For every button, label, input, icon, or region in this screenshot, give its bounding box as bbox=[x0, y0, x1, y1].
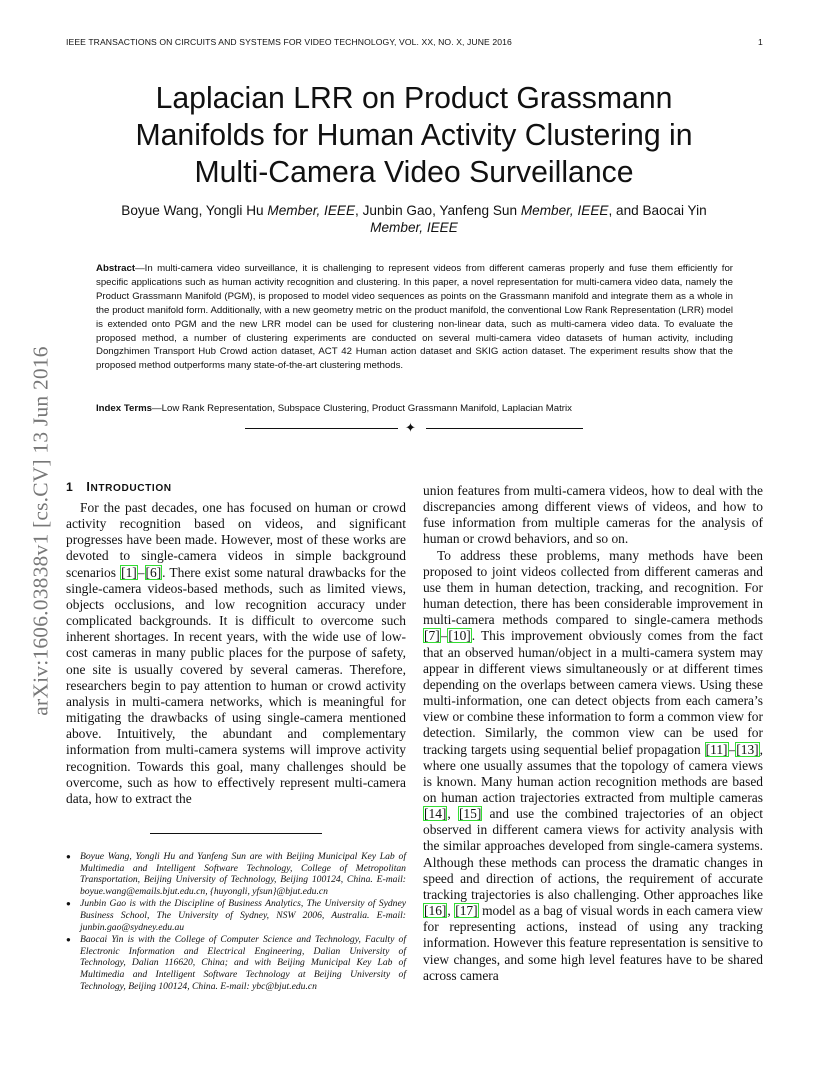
section-divider-right bbox=[426, 428, 583, 429]
paragraph-text: – bbox=[728, 741, 736, 757]
section-number: 1 bbox=[66, 480, 74, 494]
footnote bbox=[66, 934, 406, 992]
paragraph bbox=[423, 548, 763, 984]
title-line: Laplacian LRR on Product Grassmann bbox=[155, 82, 673, 115]
footnotes bbox=[66, 851, 406, 993]
paragraph-text: , bbox=[447, 806, 458, 822]
paragraph-text: – bbox=[440, 628, 448, 644]
citation-link[interactable]: [10] bbox=[448, 628, 471, 644]
author-line bbox=[60, 219, 768, 236]
paragraph-text: . There exist some natural drawbacks for the single-camera videos-based methods, such as limited views, objects occlusions, and low recognition accuracy under complicated backgrounds. It is difficult to overcome such inherent shortages. In recent years, with the wide use of low-cost cameras in many public places for the purpose of safety, one site is usually covered by several cameras. Therefore, researchers begin to pay attention to human or crowd activity analysis in multi-camera networks, which is meaningful for mitigating the drawbacks of using single-camera mentioned above. Intuitively, the abundant and complementary information from multi-camera systems will improve activity recognition. Towards this goal, many challenges should be overcome, such as how to effectively represent multi-camera data, how to extract the bbox=[66, 564, 406, 806]
index-terms-text: —Low Rank Representation, Subspace Clustering, Product Grassmann Manifold, Laplacian Matrix bbox=[152, 403, 572, 414]
paragraph-text: model as a bag of visual words in each camera view for representing actions, instead of using any tracking information. However this feature representation is sensitive to view changes, and some high level features have to be shared across camera bbox=[423, 903, 763, 983]
paragraph-text: For the past decades, one has focused on human or crowd activity recognition based on videos, and significant progresses have been made. However, most of these works are devoted to single-camera videos in simple background scenarios bbox=[66, 500, 406, 580]
paper-title bbox=[60, 80, 768, 191]
footnote bbox=[66, 898, 406, 933]
author-membership: Member, IEEE bbox=[520, 203, 609, 218]
author-membership: Member, IEEE bbox=[370, 220, 458, 235]
author-names: , Junbin Gao, Yanfeng Sun bbox=[355, 203, 521, 218]
citation-link[interactable]: [1] bbox=[121, 564, 137, 580]
paragraph bbox=[66, 500, 406, 807]
paragraph-text: – bbox=[137, 564, 145, 580]
paragraph-text: To address these problems, many methods have been proposed to joint videos collected from different cameras and use them in human detection, tracking, and recognition. For human detection, there has been considerable improvement in multi-camera methods compared to single-camera methods bbox=[423, 547, 763, 628]
author-names: Boyue Wang, Yongli Hu bbox=[121, 203, 268, 218]
citation-link[interactable]: [17] bbox=[455, 903, 478, 919]
citation-link[interactable]: [13] bbox=[736, 741, 759, 757]
author-names: , and Baocai Yin bbox=[608, 203, 707, 218]
footnote-text: Boyue Wang, Yongli Hu and Yanfeng Sun are with Beijing Municipal Key Lab of Multimedia and Intelligent Software Technology, College of Metropolitan Transportation, Beijing University of Technology, Beijing 100124, China. E-mail: boyue.wang@emails.bjut.edu.cn, {huyongli, yfsun}@bjut.edu.cn bbox=[80, 851, 406, 897]
paragraph-text: , where one usually assumes that the topology of camera views is known. Many human action recognition methods are based on human action trajectories extracted from multiple cameras bbox=[423, 741, 763, 805]
citation-link[interactable]: [16] bbox=[424, 903, 447, 919]
bullet-icon: ● bbox=[66, 935, 71, 945]
section-divider-left bbox=[245, 428, 398, 429]
index-terms-label: Index Terms bbox=[96, 403, 152, 414]
paragraph-text: . This improvement obviously comes from the fact that an observed human/object in a multi-camera system may appear in different views simultaneously or at different times depending on the overlaps between camera views. Using these multi-information, one can detect objects from each camera’s view or combine these information to form a common view for detection. Similarly, the common view can be used for tracking targets using sequential belief propagation bbox=[423, 628, 763, 757]
abstract-text: —In multi-camera video surveillance, it is challenging to represent videos from different cameras properly and fuse them efficiently for specific applications such as human activity recognition and clustering. In this paper, a novel representation for multi-camera video data, namely the Product Grassmann Manifold (PGM), is proposed to model video sequences as points on the Grassmann manifold and integrate them as a whole in the product manifold form. Additionally, with a new geometry metric on the product manifold, the conventional Low Rank Representation (LRR) model is extended onto PGM and the new LRR model can be used for clustering non-linear data, such as multi-camera video data. To evaluate the proposed method, a number of clustering experiments are conducted on several multi-camera video datasets of human activity, including Dongzhimen Transport Hub Crowd action dataset, ACT 42 Human action dataset and SKIG action dataset. The experiment results show that the proposed method outperforms many state-of-the-art clustering methods. bbox=[96, 263, 733, 372]
citation-link[interactable]: [6] bbox=[145, 564, 162, 580]
citation-link[interactable]: [7] bbox=[424, 628, 440, 644]
section-heading bbox=[66, 480, 172, 494]
divider-ornament-icon: ✦ bbox=[405, 420, 416, 435]
section-title-rest: NTRODUCTION bbox=[90, 483, 172, 494]
title-line: Multi-Camera Video Surveillance bbox=[194, 156, 634, 189]
abstract bbox=[96, 262, 733, 373]
citation-link[interactable]: [15] bbox=[458, 806, 482, 822]
footnote-text: Junbin Gao is with the Discipline of Business Analytics, The University of Sydney Business School, The University of Sydney, NSW 2006, Australia. E-mail: junbin.gao@sydney.edu.au bbox=[80, 898, 406, 933]
bullet-icon: ● bbox=[66, 852, 71, 861]
right-column bbox=[423, 483, 763, 984]
author-list bbox=[60, 202, 768, 236]
footnote-rule bbox=[150, 833, 322, 834]
paragraph-text: , bbox=[447, 903, 455, 919]
bullet-icon: ● bbox=[66, 899, 71, 909]
title-line: Manifolds for Human Activity Clustering in bbox=[135, 119, 693, 152]
section-title-initial: I bbox=[86, 480, 91, 494]
left-column bbox=[66, 500, 406, 807]
page-number: 1 bbox=[758, 37, 763, 47]
paragraph: union features from multi-camera videos, how to deal with the discrepancies among different views of videos, and how to fuse information from multiple cameras for the analysis of human or crowd behaviors, and so on. bbox=[423, 483, 763, 547]
footnote-text: Baocai Yin is with the College of Computer Science and Technology, Faculty of Electronic Information and Electrical Engineering, Dalian University of Technology, Dalian 116620, China; and with Beijing Municipal Key Lab of Multimedia and Intelligent Software Technology at Beijing University of Technology, Beijing 100124, China. E-mail: ybc@bjut.edu.cn bbox=[80, 934, 406, 992]
abstract-label: Abstract bbox=[96, 263, 136, 274]
author-line bbox=[60, 202, 768, 219]
author-membership: Member, IEEE bbox=[267, 203, 356, 218]
citation-link[interactable]: [11] bbox=[705, 741, 728, 757]
paragraph-text: and use the combined trajectories of an object observed in different camera views for activity analysis with the similar approaches developed from single-camera systems. Although these methods can process the dramatic changes in speed and direction of actions, the requirement of accurate tracking trajectories is also challenging. Other approaches like bbox=[423, 806, 764, 902]
running-head: IEEE TRANSACTIONS ON CIRCUITS AND SYSTEMS FOR VIDEO TECHNOLOGY, VOL. XX, NO. X, JUNE 2016 bbox=[66, 37, 512, 47]
citation-link[interactable]: [14] bbox=[424, 806, 447, 822]
footnote bbox=[66, 851, 406, 897]
index-terms bbox=[96, 402, 733, 416]
arxiv-stamp: arXiv:1606.03838v1 [cs.CV] 13 Jun 2016 bbox=[28, 346, 53, 716]
